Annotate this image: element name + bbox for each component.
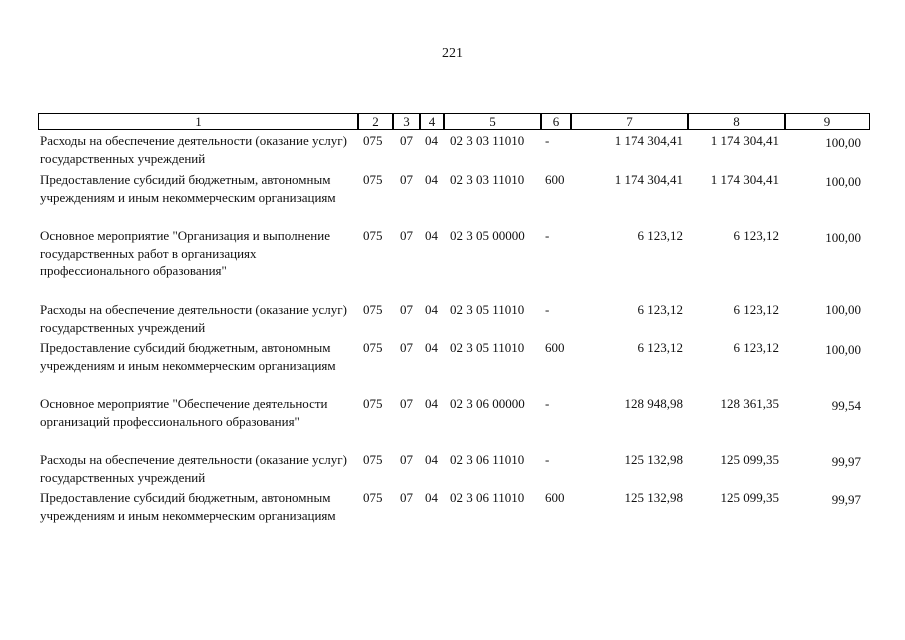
subsection-code: 04 xyxy=(425,452,438,467)
column-header-1: 1 xyxy=(38,113,359,130)
execution-percent: 99,54 xyxy=(831,398,861,413)
actual-amount: 6 123,12 xyxy=(733,228,779,243)
admin-code: 075 xyxy=(363,172,383,187)
planned-amount: 125 132,98 xyxy=(624,490,683,505)
column-header-6: 6 xyxy=(540,113,572,130)
column-header-9: 9 xyxy=(784,113,870,130)
planned-amount: 6 123,12 xyxy=(637,302,683,317)
row-description: Предоставление субсидий бюджетным, автономным учреждениям и иным некоммерческим организациям xyxy=(40,490,336,523)
expense-type-code: 600 xyxy=(545,172,565,187)
column-header-7: 7 xyxy=(570,113,689,130)
column-header-5: 5 xyxy=(443,113,542,130)
target-article-code: 02 3 03 11010 xyxy=(450,133,525,148)
section-code: 07 xyxy=(400,340,413,355)
subsection-code: 04 xyxy=(425,490,438,505)
actual-amount: 6 123,12 xyxy=(733,302,779,317)
expense-type-code: - xyxy=(545,302,550,317)
row-description: Расходы на обеспечение деятельности (оказание услуг) государственных учреждений xyxy=(40,302,347,335)
expense-type-code: - xyxy=(545,133,550,148)
target-article-code: 02 3 06 11010 xyxy=(450,490,525,505)
execution-percent: 100,00 xyxy=(825,174,861,189)
column-header-8: 8 xyxy=(687,113,786,130)
actual-amount: 1 174 304,41 xyxy=(710,172,779,187)
execution-percent: 100,00 xyxy=(825,135,861,150)
row-description: Предоставление субсидий бюджетным, автономным учреждениям и иным некоммерческим организациям xyxy=(40,340,336,373)
expense-type-code: - xyxy=(545,396,550,411)
expense-type-code: 600 xyxy=(545,490,565,505)
column-header-2: 2 xyxy=(357,113,394,130)
admin-code: 075 xyxy=(363,340,383,355)
planned-amount: 125 132,98 xyxy=(624,452,683,467)
execution-percent: 99,97 xyxy=(831,454,861,469)
row-description: Расходы на обеспечение деятельности (оказание услуг) государственных учреждений xyxy=(40,452,347,485)
subsection-code: 04 xyxy=(425,302,438,317)
section-code: 07 xyxy=(400,490,413,505)
column-header-3: 3 xyxy=(392,113,421,130)
column-header-4: 4 xyxy=(419,113,445,130)
subsection-code: 04 xyxy=(425,340,438,355)
subsection-code: 04 xyxy=(425,133,438,148)
section-code: 07 xyxy=(400,228,413,243)
section-code: 07 xyxy=(400,302,413,317)
actual-amount: 6 123,12 xyxy=(733,340,779,355)
execution-percent: 100,00 xyxy=(825,302,861,317)
target-article-code: 02 3 06 00000 xyxy=(450,396,525,411)
target-article-code: 02 3 06 11010 xyxy=(450,452,525,467)
row-description: Основное мероприятие "Организация и выполнение государственных работ в организациях профессионального образования" xyxy=(40,228,330,278)
subsection-code: 04 xyxy=(425,396,438,411)
admin-code: 075 xyxy=(363,490,383,505)
planned-amount: 128 948,98 xyxy=(624,396,683,411)
actual-amount: 125 099,35 xyxy=(720,452,779,467)
planned-amount: 6 123,12 xyxy=(637,340,683,355)
section-code: 07 xyxy=(400,452,413,467)
planned-amount: 1 174 304,41 xyxy=(614,133,683,148)
target-article-code: 02 3 03 11010 xyxy=(450,172,525,187)
execution-percent: 100,00 xyxy=(825,342,861,357)
actual-amount: 128 361,35 xyxy=(720,396,779,411)
expense-type-code: - xyxy=(545,228,550,243)
expense-type-code: - xyxy=(545,452,550,467)
subsection-code: 04 xyxy=(425,172,438,187)
admin-code: 075 xyxy=(363,302,383,317)
row-description: Расходы на обеспечение деятельности (оказание услуг) государственных учреждений xyxy=(40,133,347,166)
subsection-code: 04 xyxy=(425,228,438,243)
page-number: 221 xyxy=(442,46,463,61)
row-description: Основное мероприятие "Обеспечение деятельности организаций профессионального образования" xyxy=(40,396,328,429)
target-article-code: 02 3 05 11010 xyxy=(450,302,525,317)
admin-code: 075 xyxy=(363,452,383,467)
actual-amount: 1 174 304,41 xyxy=(710,133,779,148)
planned-amount: 1 174 304,41 xyxy=(614,172,683,187)
target-article-code: 02 3 05 00000 xyxy=(450,228,525,243)
execution-percent: 99,97 xyxy=(831,492,861,507)
actual-amount: 125 099,35 xyxy=(720,490,779,505)
execution-percent: 100,00 xyxy=(825,230,861,245)
row-description: Предоставление субсидий бюджетным, автономным учреждениям и иным некоммерческим организациям xyxy=(40,172,336,205)
section-code: 07 xyxy=(400,396,413,411)
admin-code: 075 xyxy=(363,133,383,148)
section-code: 07 xyxy=(400,172,413,187)
section-code: 07 xyxy=(400,133,413,148)
admin-code: 075 xyxy=(363,228,383,243)
admin-code: 075 xyxy=(363,396,383,411)
planned-amount: 6 123,12 xyxy=(637,228,683,243)
target-article-code: 02 3 05 11010 xyxy=(450,340,525,355)
expense-type-code: 600 xyxy=(545,340,565,355)
